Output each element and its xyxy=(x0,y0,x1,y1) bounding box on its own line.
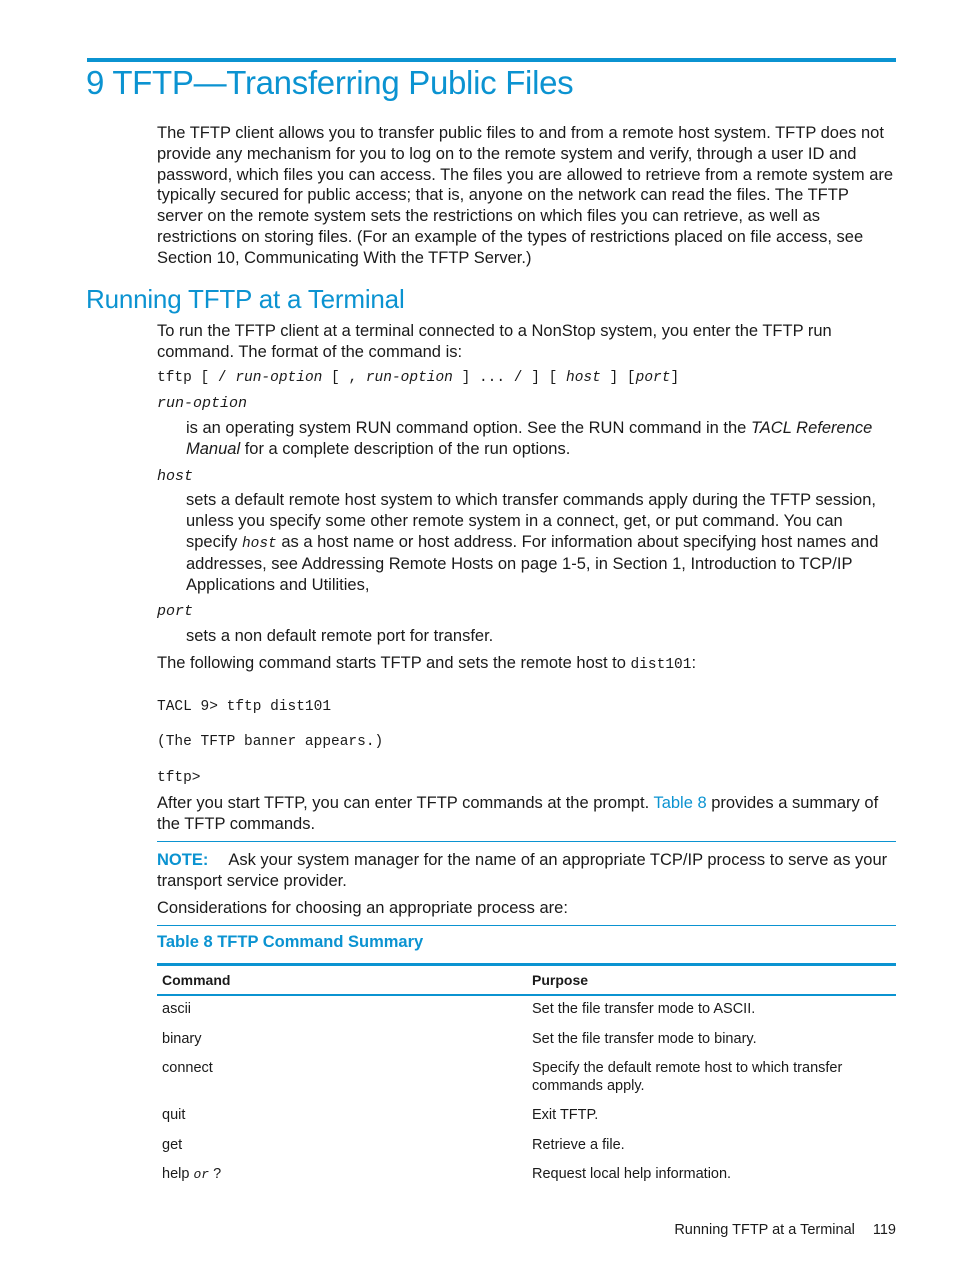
table-header-row xyxy=(157,966,896,996)
cell-command: get xyxy=(162,1137,183,1153)
param-desc-port: sets a non default remote port for transfer. xyxy=(186,627,494,645)
inline-code: dist101 xyxy=(630,657,692,673)
param-desc-run-option xyxy=(186,418,898,460)
cell-purpose: Set the file transfer mode to binary. xyxy=(532,1031,757,1047)
footer-section: Running TFTP at a Terminal xyxy=(674,1222,855,1238)
table-row xyxy=(157,1137,896,1166)
cell-command: binary xyxy=(162,1031,202,1047)
page-footer xyxy=(674,1222,896,1238)
syntax-part: ] ... / ] [ xyxy=(452,370,566,386)
note-text: Ask your system manager for the name of an appropriate TCP/IP process to serve as your transport service provider. xyxy=(157,851,888,890)
example-intro-text: : xyxy=(691,654,697,672)
manual-reference: TACL Reference Manual xyxy=(186,419,873,458)
param-term-host: host xyxy=(157,468,194,485)
table-caption: Table 8 TFTP Command Summary xyxy=(157,933,424,951)
header-command: Command xyxy=(162,972,231,988)
considerations: Considerations for choosing an appropriate process are: xyxy=(157,899,568,917)
param-desc-host xyxy=(186,490,898,596)
param-desc-text: for a complete description of the run options. xyxy=(240,439,571,458)
syntax-variable: run-option xyxy=(365,370,453,386)
cell-purpose: Exit TFTP. xyxy=(532,1107,599,1123)
example-intro xyxy=(157,653,897,676)
cell-purpose: Retrieve a file. xyxy=(532,1137,625,1153)
section-title: Running TFTP at a Terminal xyxy=(86,284,405,314)
syntax-part: [ , xyxy=(322,370,366,386)
header-purpose: Purpose xyxy=(532,972,589,988)
note-bottom-rule xyxy=(157,925,896,926)
page-number: 119 xyxy=(872,1222,896,1238)
example-line: TACL 9> tftp dist101 xyxy=(157,699,332,715)
inline-code: host xyxy=(241,535,277,552)
command-summary-table xyxy=(157,963,896,1195)
after-start-text: After you start TFTP, you can enter TFTP commands at the prompt. xyxy=(157,794,654,812)
syntax-variable: port xyxy=(635,370,671,386)
after-start-text: provides a summary of the TFTP commands. xyxy=(157,794,879,833)
table-row xyxy=(157,1166,896,1195)
note-top-rule xyxy=(157,841,896,842)
syntax-variable: run-option xyxy=(235,370,323,386)
example-intro-text: The following command starts TFTP and sets the remote host to xyxy=(157,654,631,672)
table-row xyxy=(157,1060,896,1107)
cell-command-text: ? xyxy=(213,1166,222,1182)
example-line: (The TFTP banner appears.) xyxy=(157,734,384,750)
param-desc-text: sets a default remote host system to which transfer commands apply during the TFTP session, unless you specify some other remote system in a connect, get, or put command. You can specify xyxy=(186,491,876,551)
param-desc-text: is an operating system RUN command option. See the RUN command in the xyxy=(186,419,751,437)
after-start-para xyxy=(157,793,897,835)
note xyxy=(157,850,897,892)
chapter-title: 9 TFTP—Transferring Public Files xyxy=(86,64,574,101)
section-para-1: To run the TFTP client at a terminal connected to a NonStop system, you enter the TFTP run command. The format of the command is: xyxy=(157,322,832,361)
cell-command-or: or xyxy=(193,1167,210,1182)
table-8-link[interactable]: Table 8 xyxy=(653,794,707,812)
table-row xyxy=(157,1031,896,1060)
note-label: NOTE: xyxy=(157,851,209,869)
syntax-part: ] xyxy=(670,370,680,386)
syntax-part: tftp [ / xyxy=(157,370,236,386)
command-syntax xyxy=(157,370,679,386)
syntax-variable: host xyxy=(566,370,601,386)
chapter-intro: The TFTP client allows you to transfer public files to and from a remote host system. TFTP does not provide any mechanism for you to log on to the remote system and verify, through a user ID and password, which files you can access. The files you are allowed to retrieve from a remote system are typically secured for public access; that is, anyone on the network can read the files. The TFTP server on the remote system sets the restrictions on which files you can retrieve, as well as restrictions on storing files. (For an example of the types of restrictions placed on file access, see Section 10, Communicating With the TFTP Server.) xyxy=(157,124,894,267)
cell-command: connect xyxy=(162,1060,213,1076)
cell-command xyxy=(157,1166,532,1195)
example-line: tftp> xyxy=(157,770,201,786)
cell-command: quit xyxy=(162,1107,186,1123)
cell-purpose: Request local help information. xyxy=(532,1166,732,1182)
table-row xyxy=(157,1001,896,1031)
cell-command-text: help xyxy=(162,1166,190,1182)
cell-purpose: Specify the default remote host to which transfer commands apply. xyxy=(532,1060,843,1094)
param-term-port: port xyxy=(157,603,194,620)
chapter-top-rule xyxy=(87,58,896,62)
cell-purpose: Set the file transfer mode to ASCII. xyxy=(532,1001,756,1017)
param-desc-text: as a host name or host address. For information about specifying host names and addresses, see Addressing Remote Hosts on page 1-5, in Section 1, Introduction to TCP/IP Applications and Utilities, xyxy=(186,532,879,595)
table-row xyxy=(157,1107,896,1137)
param-term-run-option: run-option xyxy=(157,395,248,412)
syntax-part: ] [ xyxy=(600,370,636,386)
cell-command: ascii xyxy=(162,1001,192,1017)
